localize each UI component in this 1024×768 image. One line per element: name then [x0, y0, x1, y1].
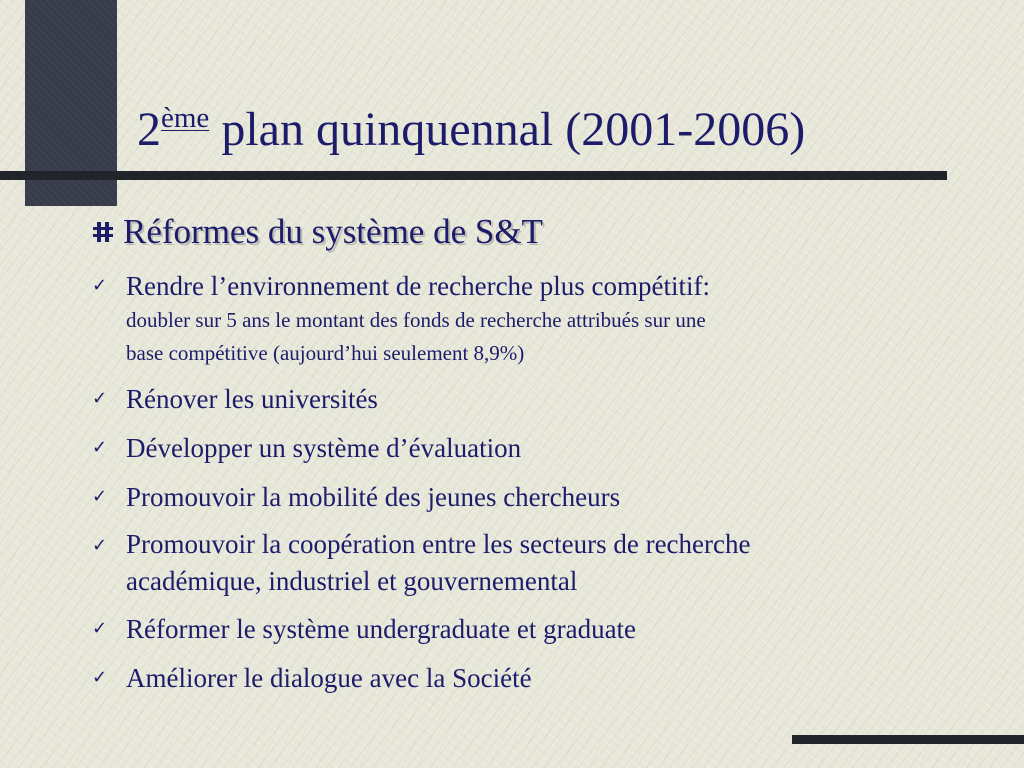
title-superscript: ème	[161, 102, 210, 134]
check-icon: ✓	[92, 618, 108, 639]
list-item-text: Promouvoir la mobilité des jeunes chercheurs	[126, 482, 621, 512]
slide-title	[137, 88, 805, 160]
list-item-main: Rendre l’environnement de recherche plus compétitif:	[126, 271, 711, 301]
list-item-text: Réformer le système undergraduate et graduate	[126, 614, 637, 644]
check-icon: ✓	[92, 486, 108, 507]
title-divider-rule	[0, 171, 947, 180]
check-icon: ✓	[92, 437, 108, 458]
list-item-subtext-line1: doubler sur 5 ans le montant des fonds de recherche attribués sur une	[126, 308, 706, 332]
list-item	[92, 658, 972, 698]
section-heading-text: Réformes du système de S&T	[123, 212, 543, 251]
list-item-line1: Promouvoir la coopération entre les secteurs de recherche	[126, 529, 751, 559]
list-item-text: Développer un système d’évaluation	[126, 433, 522, 463]
section-heading	[92, 210, 543, 254]
bullet-list	[92, 266, 972, 698]
list-item	[92, 609, 972, 649]
list-item	[92, 266, 972, 370]
list-item	[92, 526, 972, 600]
check-icon: ✓	[92, 535, 108, 556]
footer-divider-rule	[792, 735, 1024, 744]
title-number: 2	[137, 103, 161, 156]
hash-bullet-icon	[92, 221, 114, 243]
list-item-subtext-line2: base compétitive (aujourd’hui seulement 8,9%)	[126, 341, 525, 365]
list-item	[92, 428, 972, 468]
list-item-text	[126, 526, 750, 600]
list-item-text: Rénover les universités	[126, 384, 378, 414]
list-item-text: Améliorer le dialogue avec la Société	[126, 663, 532, 693]
check-icon: ✓	[92, 667, 108, 688]
list-item	[92, 477, 972, 517]
list-item-text	[126, 266, 710, 370]
list-item-line2: académique, industriel et gouvernemental	[126, 566, 578, 596]
check-icon: ✓	[92, 388, 108, 409]
list-item	[92, 379, 972, 419]
check-icon: ✓	[92, 275, 108, 296]
title-rest: plan quinquennal (2001-2006)	[209, 103, 806, 156]
